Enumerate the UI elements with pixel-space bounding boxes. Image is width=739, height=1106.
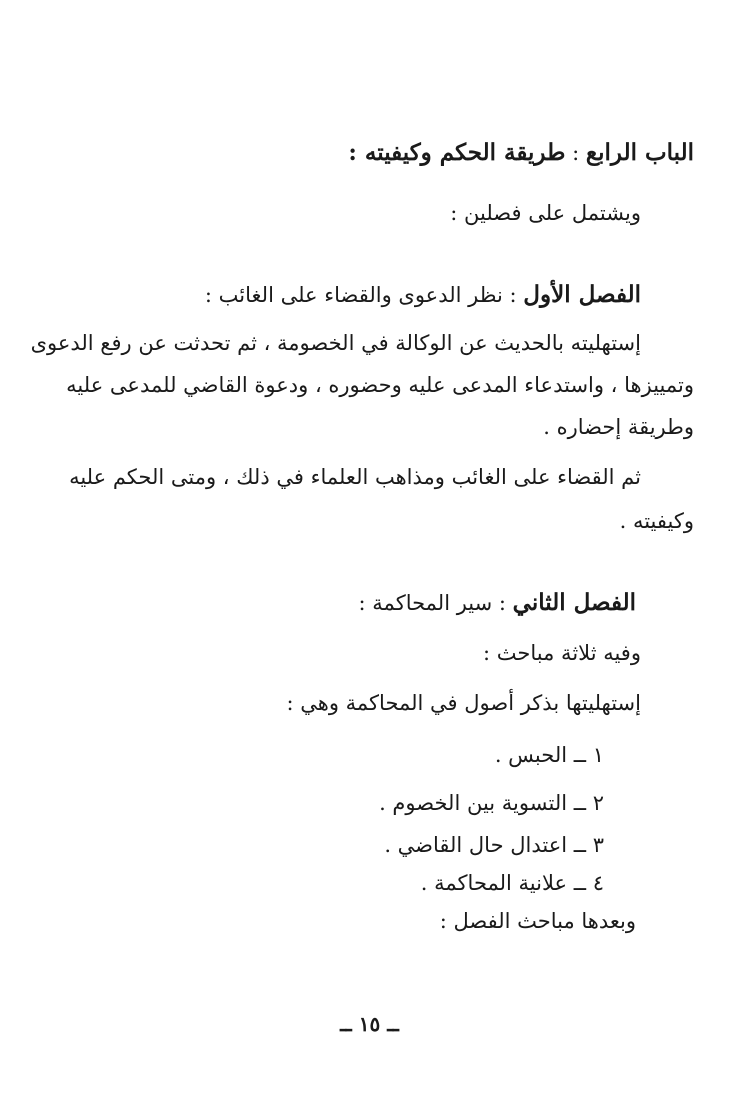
section2-heading (359, 588, 636, 618)
section1-para2-line2: وكيفيته . (619, 509, 694, 533)
page-number: ــ ١٥ ــ (340, 1012, 399, 1036)
chapter-heading-label: الباب الرابع (585, 139, 694, 166)
section2-separator: : (498, 591, 506, 615)
section1-separator: : (509, 283, 517, 307)
section2-title: سير المحاكمة : (358, 591, 493, 615)
section1-title: نظر الدعوى والقضاء على الغائب : (204, 283, 503, 307)
list-item-4: ٤ ــ علانية المحاكمة . (420, 871, 604, 895)
section1-para1-line3: وطريقة إحضاره . (543, 415, 694, 439)
section1-para2-line1: ثم القضاء على الغائب ومذاهب العلماء في ذلك ، ومتى الحكم عليه (69, 465, 641, 489)
section2-closing: وبعدها مباحث الفصل : (439, 909, 636, 933)
section2-lead: إستهليتها بذكر أصول في المحاكمة وهي : (286, 691, 641, 715)
chapter-heading (348, 138, 694, 168)
chapter-heading-title: طريقة الحكم وكيفيته : (348, 139, 566, 166)
list-item-1: ١ ــ الحبس . (494, 743, 604, 767)
list-item-2: ٢ ــ التسوية بين الخصوم . (379, 791, 604, 815)
section1-heading (205, 280, 641, 310)
section2-intro: وفيه ثلاثة مباحث : (483, 641, 641, 665)
section2-label: الفصل الثاني (512, 589, 636, 616)
section1-para1-line2: وتمييزها ، واستدعاء المدعى عليه وحضوره ، ودعوة القاضي للمدعى عليه (66, 373, 694, 397)
chapter-subtitle: ويشتمل على فصلين : (450, 201, 641, 225)
section1-para1-line1: إستهليته بالحديث عن الوكالة في الخصومة ، ثم تحدثت عن رفع الدعوى (30, 331, 641, 355)
section1-label: الفصل الأول (523, 281, 641, 308)
chapter-heading-separator: : (572, 141, 580, 165)
list-item-3: ٣ ــ اعتدال حال القاضي . (384, 833, 604, 857)
